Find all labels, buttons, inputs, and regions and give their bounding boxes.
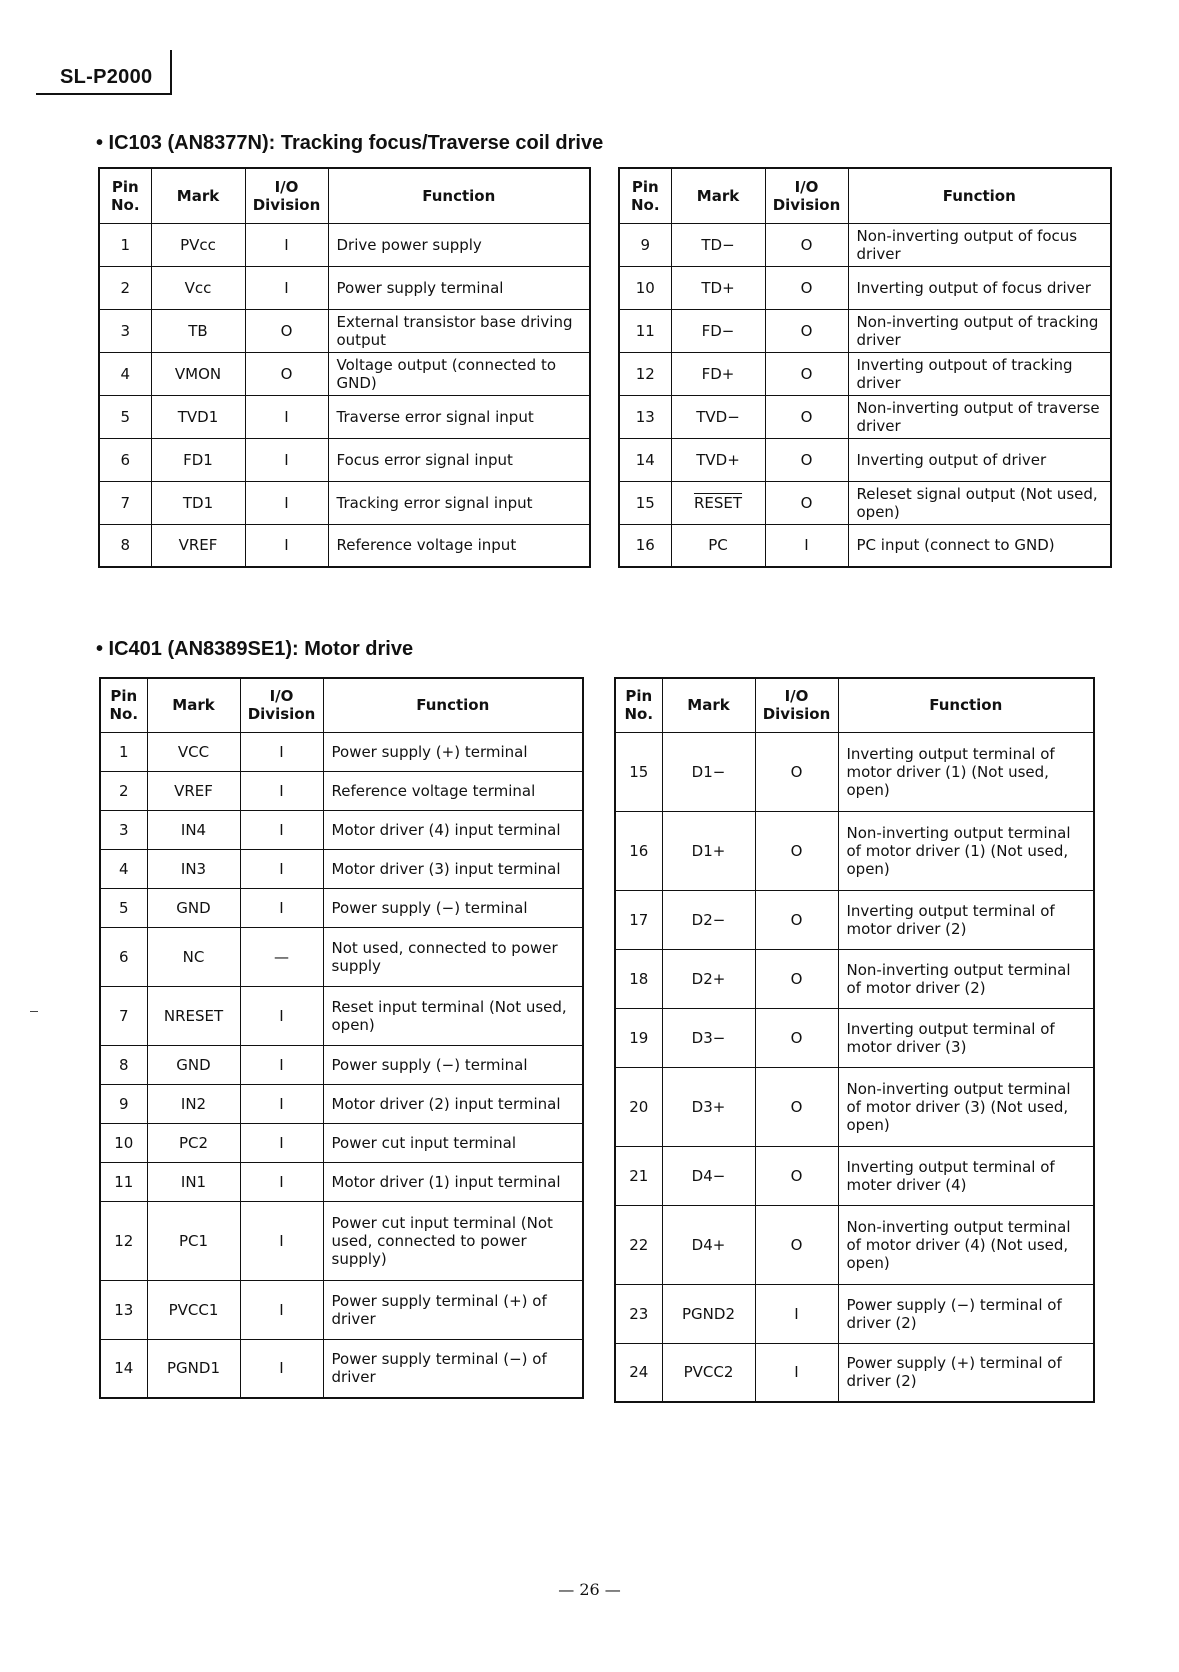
pin-function: Inverting output terminal of motor driver (1) (Not used, open)	[838, 732, 1094, 811]
pin-function: Power cut input terminal (Not used, connected to power supply)	[323, 1201, 583, 1280]
pin-number: 9	[100, 1084, 147, 1123]
pin-number: 2	[100, 771, 147, 810]
table-row	[99, 395, 590, 438]
model-name: SL-P2000	[60, 66, 153, 88]
pin-io: I	[245, 266, 328, 309]
pin-number: 1	[99, 223, 151, 266]
pin-number: 12	[100, 1201, 147, 1280]
pin-function: Focus error signal input	[328, 438, 590, 481]
pin-function: Tracking error signal input	[328, 481, 590, 524]
pin-mark: TD+	[671, 266, 765, 309]
pin-function: Non-inverting output terminal of motor driver (4) (Not used, open)	[838, 1205, 1094, 1284]
pin-io: I	[240, 1162, 323, 1201]
pin-io: I	[245, 438, 328, 481]
table-row	[99, 524, 590, 567]
header-rule-vertical	[170, 50, 172, 95]
pin-number: 3	[100, 810, 147, 849]
pin-io: O	[765, 395, 848, 438]
pin-number: 7	[99, 481, 151, 524]
pin-io: O	[755, 811, 838, 890]
header-function: Function	[838, 678, 1094, 732]
pin-function: Inverting output terminal of moter driver (4)	[838, 1146, 1094, 1205]
pin-function: Inverting output of focus driver	[848, 266, 1111, 309]
table-header-row	[100, 678, 583, 732]
table-row	[100, 1339, 583, 1398]
pin-number: 16	[619, 524, 671, 567]
pin-function: Motor driver (1) input terminal	[323, 1162, 583, 1201]
pin-mark: VCC	[147, 732, 240, 771]
header-mark: Mark	[147, 678, 240, 732]
pin-number: 13	[100, 1280, 147, 1339]
pin-number: 14	[619, 438, 671, 481]
pin-number: 7	[100, 986, 147, 1045]
pin-number: 5	[100, 888, 147, 927]
table-row	[99, 309, 590, 352]
table-row	[619, 524, 1111, 567]
pin-number: 10	[619, 266, 671, 309]
header-io-division: I/O Division	[755, 678, 838, 732]
pin-io: O	[765, 309, 848, 352]
pin-mark: FD1	[151, 438, 245, 481]
pin-io: I	[240, 888, 323, 927]
pin-function: Power supply (+) terminal of driver (2)	[838, 1343, 1094, 1402]
table-row	[99, 223, 590, 266]
table-header-row	[615, 678, 1094, 732]
table-row	[100, 771, 583, 810]
pin-function: Non-inverting output of focus driver	[848, 223, 1111, 266]
table-row	[100, 1045, 583, 1084]
pin-io: I	[240, 1339, 323, 1398]
pin-number: 18	[615, 949, 662, 1008]
pin-number: 8	[100, 1045, 147, 1084]
pin-mark: IN2	[147, 1084, 240, 1123]
ic103-pin-table-right	[618, 167, 1112, 568]
pin-number: 1	[100, 732, 147, 771]
table-row	[100, 810, 583, 849]
pin-io: I	[240, 732, 323, 771]
pin-mark: FD−	[671, 309, 765, 352]
pin-mark: D2−	[662, 890, 755, 949]
pin-mark: FD+	[671, 352, 765, 395]
pin-io: O	[245, 309, 328, 352]
margin-mark	[30, 1011, 38, 1012]
pin-mark: TD−	[671, 223, 765, 266]
pin-mark: VREF	[151, 524, 245, 567]
pin-mark: TVD−	[671, 395, 765, 438]
ic103-title: • IC103 (AN8377N): Tracking focus/Traverse coil drive	[96, 132, 604, 154]
pin-io: O	[765, 481, 848, 524]
pin-function: Reference voltage input	[328, 524, 590, 567]
table-row	[615, 1205, 1094, 1284]
pin-number: 3	[99, 309, 151, 352]
table-row	[100, 1162, 583, 1201]
pin-io: O	[755, 890, 838, 949]
pin-function: Drive power supply	[328, 223, 590, 266]
ic401-pin-table-left	[99, 677, 584, 1399]
table-row	[99, 481, 590, 524]
pin-function: Non-inverting output terminal of motor driver (1) (Not used, open)	[838, 811, 1094, 890]
pin-number: 17	[615, 890, 662, 949]
header-mark: Mark	[662, 678, 755, 732]
table-row	[100, 1123, 583, 1162]
header-io-division: I/O Division	[240, 678, 323, 732]
pin-number: 23	[615, 1284, 662, 1343]
pin-io: —	[240, 927, 323, 986]
table-row	[615, 949, 1094, 1008]
pin-io: O	[765, 223, 848, 266]
pin-number: 6	[100, 927, 147, 986]
table-row	[99, 438, 590, 481]
table-row	[619, 223, 1111, 266]
pin-io: I	[245, 481, 328, 524]
table-row	[100, 888, 583, 927]
pin-number: 12	[619, 352, 671, 395]
table-row	[619, 266, 1111, 309]
table-row	[615, 1343, 1094, 1402]
pin-number: 20	[615, 1067, 662, 1146]
table-row	[615, 1008, 1094, 1067]
pin-number: 8	[99, 524, 151, 567]
pin-mark: IN3	[147, 849, 240, 888]
pin-mark: D3−	[662, 1008, 755, 1067]
pin-number: 19	[615, 1008, 662, 1067]
model-header	[36, 50, 172, 95]
pin-function: Inverting output terminal of motor driver (3)	[838, 1008, 1094, 1067]
pin-io: O	[755, 1008, 838, 1067]
pin-mark: RESET	[671, 481, 765, 524]
pin-io: I	[245, 524, 328, 567]
pin-function: Traverse error signal input	[328, 395, 590, 438]
pin-io: I	[755, 1284, 838, 1343]
table-row	[615, 811, 1094, 890]
pin-function: Inverting output of driver	[848, 438, 1111, 481]
table-row	[100, 986, 583, 1045]
pin-function: Power supply terminal (+) of driver	[323, 1280, 583, 1339]
pin-mark: GND	[147, 888, 240, 927]
pin-io: I	[240, 1045, 323, 1084]
pin-io: O	[765, 266, 848, 309]
pin-io: O	[755, 1146, 838, 1205]
pin-mark: NC	[147, 927, 240, 986]
ic103-pin-table-left	[98, 167, 591, 568]
pin-function: Inverting outpout of tracking driver	[848, 352, 1111, 395]
pin-mark: TVD+	[671, 438, 765, 481]
pin-number: 16	[615, 811, 662, 890]
pin-number: 15	[615, 732, 662, 811]
table-row	[100, 849, 583, 888]
pin-function: Power cut input terminal	[323, 1123, 583, 1162]
header-pin-no: Pin No.	[615, 678, 662, 732]
page-number: — 26 —	[558, 1580, 621, 1599]
pin-mark: VREF	[147, 771, 240, 810]
pin-mark: VMON	[151, 352, 245, 395]
pin-io: I	[240, 1201, 323, 1280]
pin-mark: PC	[671, 524, 765, 567]
pin-io: I	[240, 1280, 323, 1339]
pin-function: Not used, connected to power supply	[323, 927, 583, 986]
pin-mark: TVD1	[151, 395, 245, 438]
header-pin-no: Pin No.	[99, 168, 151, 223]
header-pin-no: Pin No.	[100, 678, 147, 732]
pin-io: I	[240, 986, 323, 1045]
pin-mark: PC1	[147, 1201, 240, 1280]
header-function: Function	[328, 168, 590, 223]
pin-number: 13	[619, 395, 671, 438]
pin-mark: Vcc	[151, 266, 245, 309]
pin-function: Reset input terminal (Not used, open)	[323, 986, 583, 1045]
pin-function: Power supply (−) terminal of driver (2)	[838, 1284, 1094, 1343]
pin-mark: NRESET	[147, 986, 240, 1045]
pin-mark: D3+	[662, 1067, 755, 1146]
table-row	[99, 266, 590, 309]
pin-number: 4	[100, 849, 147, 888]
table-row	[615, 1284, 1094, 1343]
pin-function: Motor driver (3) input terminal	[323, 849, 583, 888]
pin-io: I	[765, 524, 848, 567]
pin-io: I	[240, 1084, 323, 1123]
pin-function: Non-inverting output of traverse driver	[848, 395, 1111, 438]
table-header-row	[99, 168, 590, 223]
header-io-division: I/O Division	[245, 168, 328, 223]
pin-function: Power supply (−) terminal	[323, 1045, 583, 1084]
table-row	[615, 890, 1094, 949]
pin-mark: D4+	[662, 1205, 755, 1284]
pin-mark: TB	[151, 309, 245, 352]
pin-number: 4	[99, 352, 151, 395]
table-row	[619, 395, 1111, 438]
pin-number: 11	[619, 309, 671, 352]
pin-io: O	[755, 732, 838, 811]
table-row	[99, 352, 590, 395]
pin-function: Reference voltage terminal	[323, 771, 583, 810]
pin-function: Motor driver (2) input terminal	[323, 1084, 583, 1123]
pin-mark: D4−	[662, 1146, 755, 1205]
pin-io: O	[765, 352, 848, 395]
pin-io: O	[755, 1067, 838, 1146]
pin-function: Power supply terminal (−) of driver	[323, 1339, 583, 1398]
table-row	[100, 732, 583, 771]
pin-number: 6	[99, 438, 151, 481]
header-mark: Mark	[151, 168, 245, 223]
pin-number: 11	[100, 1162, 147, 1201]
header-io-division: I/O Division	[765, 168, 848, 223]
table-row	[100, 1280, 583, 1339]
pin-function: Inverting output terminal of motor driver (2)	[838, 890, 1094, 949]
table-row	[615, 1067, 1094, 1146]
pin-function: External transistor base driving output	[328, 309, 590, 352]
pin-number: 10	[100, 1123, 147, 1162]
pin-number: 14	[100, 1339, 147, 1398]
pin-number: 22	[615, 1205, 662, 1284]
table-row	[100, 927, 583, 986]
ic401-pin-table-right	[614, 677, 1095, 1403]
header-pin-no: Pin No.	[619, 168, 671, 223]
pin-mark: PGND1	[147, 1339, 240, 1398]
pin-io: O	[755, 949, 838, 1008]
pin-number: 15	[619, 481, 671, 524]
pin-mark: PC2	[147, 1123, 240, 1162]
table-row	[619, 309, 1111, 352]
pin-function: Power supply (+) terminal	[323, 732, 583, 771]
pin-function: Releset signal output (Not used, open)	[848, 481, 1111, 524]
pin-io: O	[245, 352, 328, 395]
pin-function: Power supply (−) terminal	[323, 888, 583, 927]
pin-mark: D1−	[662, 732, 755, 811]
pin-function: Voltage output (connected to GND)	[328, 352, 590, 395]
header-function: Function	[848, 168, 1111, 223]
pin-io: I	[245, 395, 328, 438]
pin-mark: IN1	[147, 1162, 240, 1201]
pin-mark: GND	[147, 1045, 240, 1084]
table-row	[100, 1201, 583, 1280]
pin-io: I	[240, 771, 323, 810]
pin-mark: PVcc	[151, 223, 245, 266]
pin-mark: PVCC1	[147, 1280, 240, 1339]
table-row	[100, 1084, 583, 1123]
pin-function: Non-inverting output terminal of motor driver (3) (Not used, open)	[838, 1067, 1094, 1146]
table-row	[619, 352, 1111, 395]
pin-mark: D1+	[662, 811, 755, 890]
pin-number: 21	[615, 1146, 662, 1205]
pin-mark: PVCC2	[662, 1343, 755, 1402]
pin-mark: TD1	[151, 481, 245, 524]
pin-function: PC input (connect to GND)	[848, 524, 1111, 567]
table-row	[619, 438, 1111, 481]
table-header-row	[619, 168, 1111, 223]
pin-number: 2	[99, 266, 151, 309]
pin-io: I	[245, 223, 328, 266]
pin-io: O	[755, 1205, 838, 1284]
pin-number: 5	[99, 395, 151, 438]
pin-number: 9	[619, 223, 671, 266]
table-row	[615, 732, 1094, 811]
pin-io: I	[240, 810, 323, 849]
header-rule-horizontal	[36, 93, 172, 95]
ic401-title: • IC401 (AN8389SE1): Motor drive	[96, 638, 414, 660]
pin-mark: IN4	[147, 810, 240, 849]
pin-io: I	[240, 1123, 323, 1162]
pin-number: 24	[615, 1343, 662, 1402]
header-function: Function	[323, 678, 583, 732]
pin-function: Non-inverting output terminal of motor driver (2)	[838, 949, 1094, 1008]
pin-mark: D2+	[662, 949, 755, 1008]
pin-io: I	[240, 849, 323, 888]
pin-function: Power supply terminal	[328, 266, 590, 309]
header-mark: Mark	[671, 168, 765, 223]
table-row	[615, 1146, 1094, 1205]
table-row	[619, 481, 1111, 524]
pin-function: Non-inverting output of tracking driver	[848, 309, 1111, 352]
pin-function: Motor driver (4) input terminal	[323, 810, 583, 849]
pin-io: I	[755, 1343, 838, 1402]
pin-io: O	[765, 438, 848, 481]
pin-mark: PGND2	[662, 1284, 755, 1343]
